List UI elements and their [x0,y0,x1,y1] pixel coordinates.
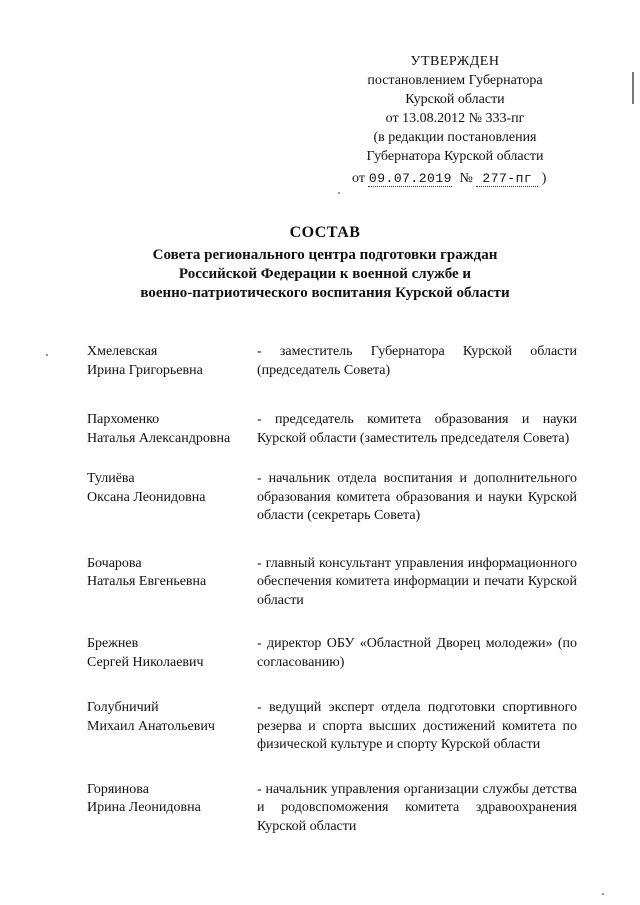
heading-line: Российской Федерации к военной службе и [178,266,472,282]
member-given-name: Ирина Григорьевна [87,362,203,378]
member-given-name: Наталья Евгеньевна [87,574,207,589]
member-role: - начальник отдела воспитания и дополнительного образования комитета образования и науки Курской области (секретарь Совета) [257,471,577,523]
member-role: - председатель комитета образования и науки Курской области (заместитель председателя Совета) [257,412,577,446]
member-surname: Горяинова [87,781,149,797]
member-role: - начальник управления организации службы детства и родовспоможения комитета здравоохранения Курской области [257,781,577,834]
member-role: - директор ОБУ «Областной Дворец молодежи» (по согласованию) [257,636,577,670]
heading-line: Совета регионального центра подготовки граждан [152,247,498,263]
member-name [87,343,257,380]
member-entry [87,699,577,755]
member-given-name: Сергей Николаевич [87,654,204,670]
revision-number: 277-пг [476,171,538,187]
member-given-name: Михаил Анатольевич [87,718,215,734]
member-name [87,411,257,448]
approval-block [340,52,570,166]
approval-line: от 13.08.2012 № 333-пг [385,111,525,126]
member-surname: Тулиёва [87,471,135,486]
approval-title: УТВЕРЖДЕН [410,54,500,69]
approval-line: Курской области [405,92,505,107]
member-name [87,781,257,837]
member-given-name: Ирина Леонидовна [87,800,201,815]
revision-from: от [352,171,365,186]
approval-line: постановлением Губернатора [367,73,543,88]
scan-edge-mark [632,72,634,104]
member-role: - заместитель Губернатора Курской области (председатель Совета) [257,344,577,378]
revision-date-line [352,171,546,187]
scan-speck [338,192,340,194]
revision-date: 09.07.2019 [368,171,452,186]
member-name [87,699,257,755]
revision-number-sign: № [459,171,473,186]
member-surname: Брежнев [87,636,139,651]
revision-close: ) [541,171,547,186]
scan-speck [602,893,604,895]
member-entry [87,781,577,837]
member-entry [87,635,577,672]
member-given-name: Наталья Александровна [87,430,231,446]
document-heading [60,223,590,303]
member-given-name: Оксана Леонидовна [87,489,206,505]
member-surname: Голубничий [87,700,159,715]
scan-speck [46,354,48,356]
member-role: - главный консультант управления информационного обеспечения комитета информации и печати Курской области [257,555,577,608]
member-name [87,555,257,611]
approval-line: Губернатора Курской области [366,149,544,164]
member-name [87,470,257,526]
approval-line: (в редакции постановления [373,130,537,145]
member-entry [87,343,577,380]
members-list [87,343,577,836]
member-surname: Пархоменко [87,412,160,427]
member-entry [87,470,577,526]
member-surname: Хмелевская [87,344,158,359]
member-entry [87,555,577,611]
member-surname: Бочарова [87,555,142,571]
member-entry [87,411,577,448]
member-name [87,635,257,672]
heading-line: военно-патриотического воспитания Курской области [140,285,510,301]
document-title: СОСТАВ [289,224,361,241]
member-role: - ведущий эксперт отдела подготовки спортивного резерва и спорта высших достижений комитета по физической культуре и спорту Курской области [257,700,577,752]
